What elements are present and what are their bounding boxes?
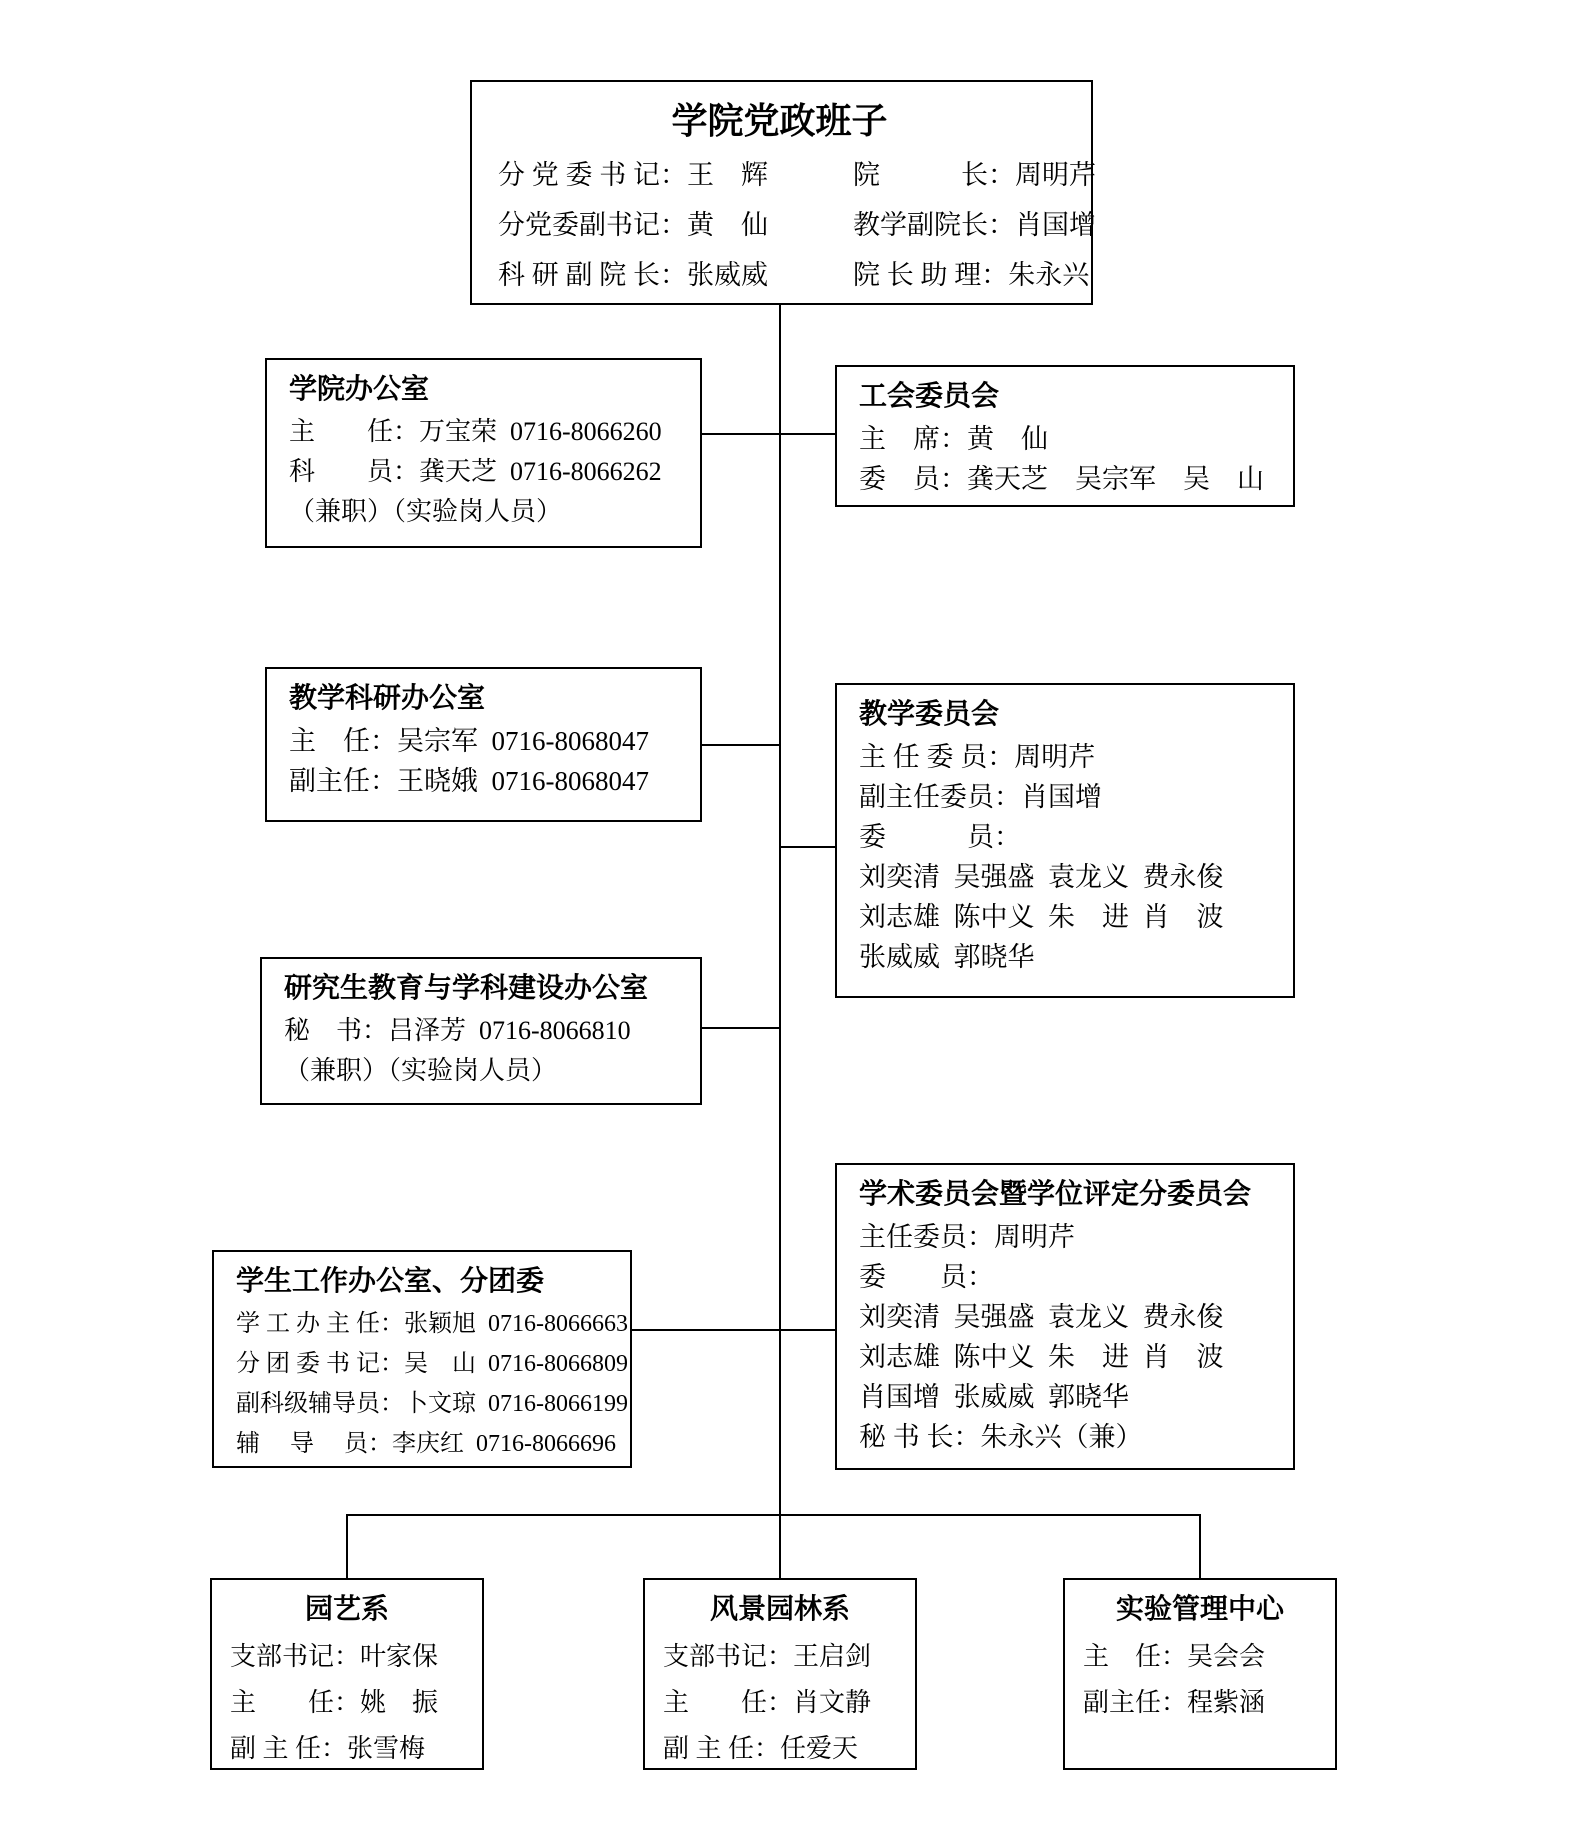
- staff-row: 副主任委员：肖国增: [859, 782, 1102, 812]
- graduate-office-title: 研究生教育与学科建设办公室: [284, 973, 649, 1004]
- party-admin-row: [498, 200, 1096, 250]
- staff-row: 委 员：龚天芝 吴宗军 吴 山: [859, 464, 1264, 494]
- bottom-distribution-line: [347, 1514, 1200, 1516]
- party-admin-row: [498, 150, 1096, 200]
- staff-row: 主 任 委 员：周明芹: [859, 742, 1096, 772]
- staff-row: 支部书记：王启剑: [663, 1642, 872, 1671]
- role-left: 科 研 副 院 长：张威威: [498, 260, 768, 290]
- stub-horticulture: [346, 1514, 348, 1578]
- staff-row: （兼职）（实验岗人员）: [289, 497, 563, 526]
- box-academic-committee: [835, 1163, 1295, 1470]
- box-student-office: [212, 1250, 632, 1468]
- staff-row: 委 员：: [859, 822, 1021, 852]
- student-office-title: 学生工作办公室、分团委: [236, 1266, 545, 1297]
- staff-row: 支部书记：叶家保: [230, 1642, 439, 1671]
- landscape-dept-title: 风景园林系: [709, 1594, 850, 1625]
- staff-row: （兼职）（实验岗人员）: [284, 1056, 558, 1085]
- party-admin-row: [498, 250, 1090, 300]
- box-teaching-research-office: [265, 667, 702, 822]
- stub-landscape: [779, 1514, 781, 1578]
- staff-row: 副主任：王晓娥 0716-8068047: [289, 766, 649, 796]
- staff-row: 主任委员：周明芹: [859, 1222, 1075, 1252]
- box-party-admin-team: [470, 80, 1096, 305]
- staff-row: 分 团 委 书 记：吴 山 0716-8066809: [236, 1351, 628, 1377]
- box-graduate-office: [260, 957, 702, 1105]
- staff-row: 秘 书：吕泽芳 0716-8066810: [284, 1016, 631, 1045]
- staff-row: 副科级辅导员：卜文琼 0716-8066199: [236, 1391, 628, 1417]
- staff-row: 学 工 办 主 任：张颖旭 0716-8066663: [236, 1311, 628, 1337]
- staff-row: 主 任：吴会会: [1083, 1642, 1266, 1671]
- staff-row: 委 员：: [859, 1262, 994, 1292]
- box-horticulture-dept: [210, 1578, 484, 1770]
- box-teaching-committee: [835, 683, 1295, 998]
- staff-row: 科 员：龚天芝 0716-8066262: [289, 457, 662, 486]
- role-left: 分 党 委 书 记：王 辉: [498, 160, 768, 190]
- role-right: 院 长：周明芹: [853, 160, 1096, 190]
- staff-row: 主 任：吴宗军 0716-8068047: [289, 726, 649, 756]
- teaching-committee-title: 教学委员会: [859, 699, 1000, 730]
- connector-office-union: [702, 433, 835, 435]
- staff-row: 秘 书 长：朱永兴（兼）: [859, 1422, 1143, 1452]
- staff-row: 主 任：姚 振: [230, 1688, 439, 1717]
- connector-student-academic: [632, 1329, 835, 1331]
- union-committee-title: 工会委员会: [859, 381, 1000, 412]
- staff-row: 主 席：黄 仙: [859, 424, 1048, 454]
- horticulture-dept-title: 园艺系: [304, 1594, 389, 1625]
- member-row: 刘奕清 吴强盛 袁龙义 费永俊: [859, 862, 1224, 892]
- staff-row: 副 主 任：张雪梅: [230, 1734, 426, 1763]
- stub-lab-center: [1199, 1514, 1201, 1578]
- role-left: 分党委副书记：黄 仙: [498, 210, 768, 240]
- staff-row: 副主任：程紫涵: [1083, 1688, 1266, 1717]
- member-row: 张威威 郭晓华: [859, 942, 1035, 972]
- trunk-line: [779, 303, 781, 1516]
- member-row: 刘奕清 吴强盛 袁龙义 费永俊: [859, 1302, 1224, 1332]
- teaching-research-office-title: 教学科研办公室: [289, 683, 486, 714]
- connector-teaching-office: [702, 744, 780, 746]
- box-lab-center: [1063, 1578, 1337, 1770]
- member-row: 刘志雄 陈中义 朱 进 肖 波: [859, 902, 1224, 932]
- role-right: 教学副院长：肖国增: [853, 210, 1096, 240]
- academic-committee-title: 学术委员会暨学位评定分委员会: [859, 1179, 1252, 1210]
- connector-graduate-office: [702, 1027, 780, 1029]
- staff-row: 副 主 任：任爱天: [663, 1734, 859, 1763]
- box-landscape-dept: [643, 1578, 917, 1770]
- college-office-title: 学院办公室: [289, 374, 430, 405]
- staff-row: 辅 导 员：李庆红 0716-8066696: [236, 1431, 616, 1457]
- box-union-committee: [835, 365, 1295, 507]
- connector-teaching-committee: [780, 846, 835, 848]
- box-college-office: [265, 358, 702, 548]
- party-admin-title: 学院党政班子: [671, 101, 888, 141]
- staff-row: 主 任：肖文静: [663, 1688, 872, 1717]
- role-right: 院 长 助 理：朱永兴: [853, 260, 1090, 290]
- lab-center-title: 实验管理中心: [1115, 1594, 1284, 1625]
- member-row: 肖国增 张威威 郭晓华: [859, 1382, 1129, 1412]
- staff-row: 主 任：万宝荣 0716-8066260: [289, 417, 662, 446]
- member-row: 刘志雄 陈中义 朱 进 肖 波: [859, 1342, 1224, 1372]
